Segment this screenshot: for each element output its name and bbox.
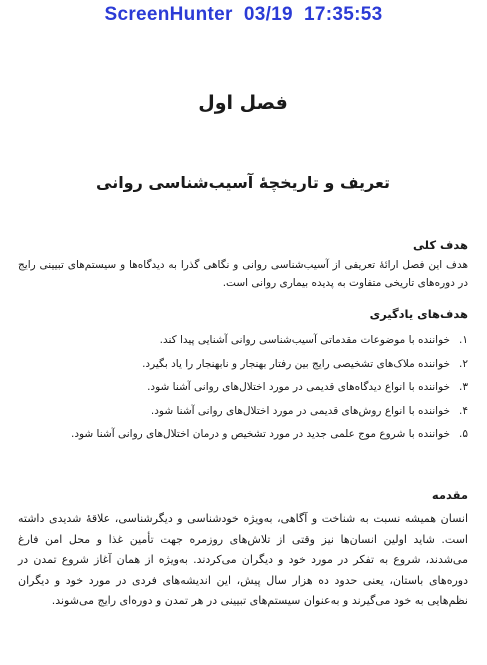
list-item [18,376,468,400]
list-item [18,423,468,447]
list-item [18,400,468,424]
learning-objectives-heading: هدف‌های یادگیری [369,307,468,321]
list-item-text: خواننده با انواع دیدگاه‌های قدیمی در مورد اختلال‌های روانی آشنا شود. [147,381,450,393]
list-item-text: خواننده با انواع روش‌های قدیمی در مورد اختلال‌های روانی آشنا شود. [150,404,450,417]
learning-objectives-list [18,329,468,447]
book-page [14,0,472,665]
list-item-number: ۳. [459,381,468,393]
screenhunter-watermark: ScreenHunter 03/19 17:35:53 [104,4,383,25]
general-goal-heading: هدف کلی [413,238,468,252]
list-item-number: ۱. [459,334,468,346]
list-item [18,329,468,353]
list-item-text: خواننده با شروع موج علمی جدید در مورد تشخیص و درمان اختلال‌های روانی آشنا شود. [70,428,450,440]
list-item-number: ۵. [459,428,468,440]
list-item-number: ۲. [459,357,468,370]
list-item-number: ۴. [459,404,468,417]
chapter-title: فصل اول [198,92,288,114]
introduction-text: انسان همیشه نسبت به شناخت و آگاهی، به‌ویژه خودشناسی و دیگرشناسی، علاقهٔ شدیدی داشته است. شاید اولین انسان‌ها نیز وقتی از تلاش‌های روزمره جهت تأمین غذا و محل امن فارغ می‌شدند، شروع به تفکر در مورد خود و دیگران می‌کردند. به‌ویژه از همان آغاز شروع تمدن در دوره‌های باستان، یعنی حدود ده هزار سال پیش، این اندیشه‌های فردی در مورد خود و دیگران نظم‌هایی به خود می‌گیرند و به‌عنوان سیستم‌های تبیینی در هر تمدن و دوره‌ای رایج می‌شوند. [18,512,468,607]
general-goal-text: هدف این فصل ارائهٔ تعریفی از آسیب‌شناسی روانی و نگاهی گذرا به دیدگاه‌ها و سیستم‌های تبیینی رایج در دوره‌های تاریخی متفاوت به پدیده بیماری روانی است. [18,259,468,289]
list-item-text: خواننده با موضوعات مقدماتی آسیب‌شناسی روانی آشنایی پیدا کند. [159,334,450,346]
introduction-heading: مقدمه [431,488,468,502]
list-item-text: خواننده ملاک‌های تشخیصی رایج بین رفتار بهنجار و نابهنجار را یاد بگیرد. [142,357,450,370]
main-title: تعریف و تاریخچهٔ آسیب‌شناسی روانی [96,173,390,192]
list-item [18,353,468,377]
